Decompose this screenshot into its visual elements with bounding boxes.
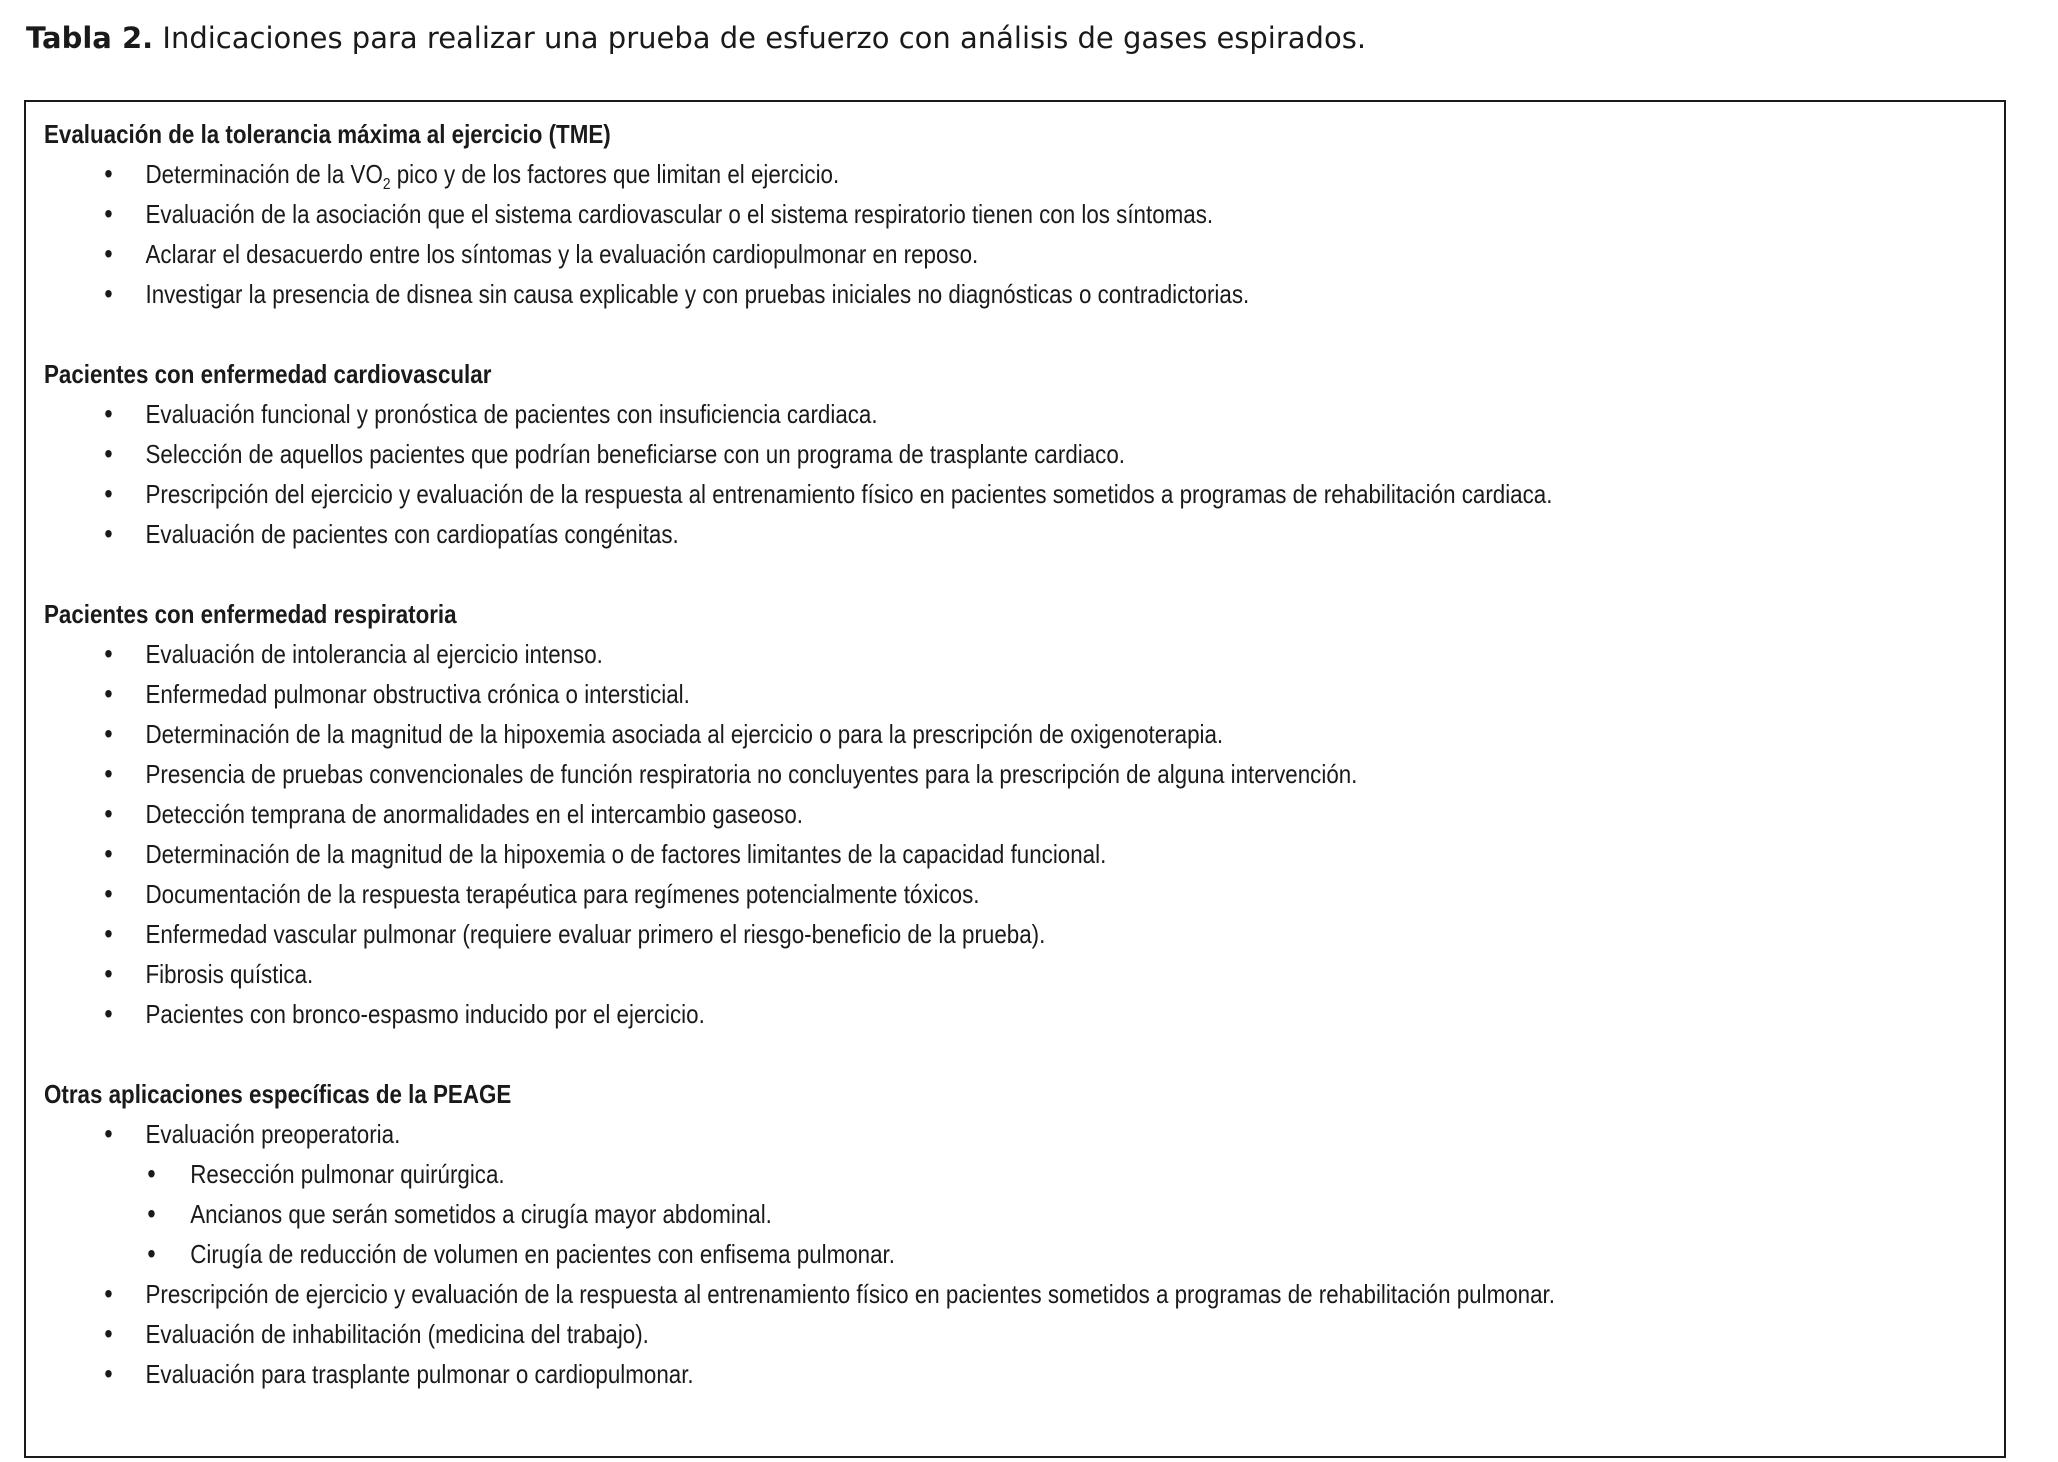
list-item: • Evaluación funcional y pronóstica de pacientes con insuficiencia cardiaca.	[44, 394, 1936, 434]
section-title: Pacientes con enfermedad respiratoria	[44, 599, 457, 629]
list-item	[44, 154, 1936, 194]
section-title: Evaluación de la tolerancia máxima al ejercicio (TME)	[44, 119, 611, 149]
list-item: • Evaluación de pacientes con cardiopatías congénitas.	[44, 514, 1936, 554]
list-item: • Presencia de pruebas convencionales de función respiratoria no concluyentes para la prescripción de alguna intervención.	[44, 754, 1936, 794]
list-item: • Evaluación para trasplante pulmonar o cardiopulmonar.	[44, 1354, 1936, 1394]
bullet-list	[44, 394, 1936, 554]
list-item: • Documentación de la respuesta terapéutica para regímenes potencialmente tóxicos.	[44, 874, 1936, 914]
list-item: • Prescripción de ejercicio y evaluación de la respuesta al entrenamiento físico en pacientes sometidos a programas de rehabilitación pulmonar.	[44, 1274, 1936, 1314]
list-item: • Evaluación de la asociación que el sistema cardiovascular o el sistema respiratorio tienen con los síntomas.	[44, 194, 1936, 234]
section-title: Otras aplicaciones específicas de la PEAGE	[44, 1079, 512, 1109]
list-item: • Aclarar el desacuerdo entre los síntomas y la evaluación cardiopulmonar en reposo.	[44, 234, 1936, 274]
bullet-list	[44, 634, 1936, 1034]
bullet-list	[44, 154, 1936, 314]
list-item: • Detección temprana de anormalidades en el intercambio gaseoso.	[44, 794, 1936, 834]
table-content	[44, 114, 1936, 1434]
list-item: • Evaluación de inhabilitación (medicina del trabajo).	[44, 1314, 1936, 1354]
table-caption	[26, 14, 1366, 62]
list-item: • Enfermedad pulmonar obstructiva crónica o intersticial.	[44, 674, 1936, 714]
table-box	[24, 100, 2006, 1458]
section-title: Pacientes con enfermedad cardiovascular	[44, 359, 492, 389]
sub-list-item: • Ancianos que serán sometidos a cirugía mayor abdominal.	[44, 1194, 1936, 1234]
item-text: pico y de los factores que limitan el ejercicio.	[390, 159, 840, 189]
table-label: Tabla 2.	[26, 21, 154, 55]
list-item: • Evaluación de intolerancia al ejercicio intenso.	[44, 634, 1936, 674]
list-item: • Enfermedad vascular pulmonar (requiere evaluar primero el riesgo-beneficio de la prueba).	[44, 914, 1936, 954]
item-text: Determinación de la VO	[145, 159, 383, 189]
list-item: • Evaluación preoperatoria.	[44, 1114, 1936, 1154]
subscript: 2	[382, 176, 391, 193]
section-cardiovascular	[44, 354, 1936, 554]
section-tme	[44, 114, 1936, 314]
list-item: • Determinación de la magnitud de la hipoxemia asociada al ejercicio o para la prescripción de oxigenoterapia.	[44, 714, 1936, 754]
table-title: Indicaciones para realizar una prueba de esfuerzo con análisis de gases espirados.	[153, 21, 1367, 55]
list-item: • Fibrosis quística.	[44, 954, 1936, 994]
sub-list-item: • Cirugía de reducción de volumen en pacientes con enfisema pulmonar.	[44, 1234, 1936, 1274]
section-respiratory	[44, 594, 1936, 1034]
list-item: • Selección de aquellos pacientes que podrían beneficiarse con un programa de trasplante cardiaco.	[44, 434, 1936, 474]
list-item: • Investigar la presencia de disnea sin causa explicable y con pruebas iniciales no diagnósticas o contradictorias.	[44, 274, 1936, 314]
section-other	[44, 1074, 1936, 1394]
list-item: • Determinación de la magnitud de la hipoxemia o de factores limitantes de la capacidad funcional.	[44, 834, 1936, 874]
list-item: • Pacientes con bronco-espasmo inducido por el ejercicio.	[44, 994, 1936, 1034]
bullet-list	[44, 1114, 1936, 1394]
sub-list-item: • Resección pulmonar quirúrgica.	[44, 1154, 1936, 1194]
list-item: • Prescripción del ejercicio y evaluación de la respuesta al entrenamiento físico en pacientes sometidos a programas de rehabilitación cardiaca.	[44, 474, 1936, 514]
